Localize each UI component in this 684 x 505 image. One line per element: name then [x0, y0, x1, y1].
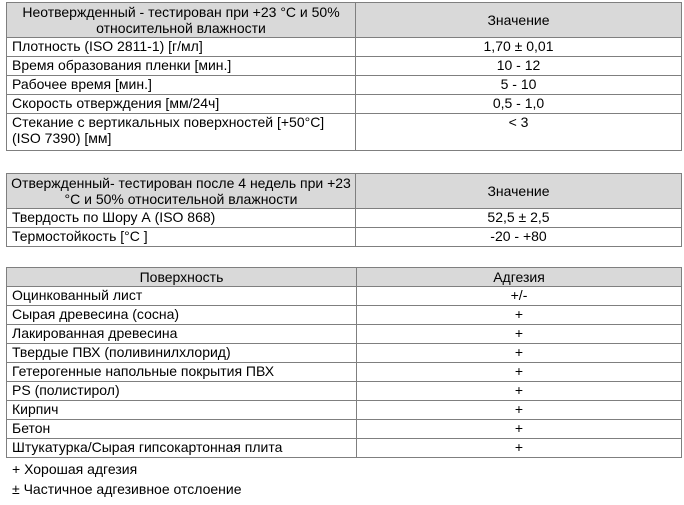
property-cell: Твердость по Шору А (ISO 868) [7, 209, 356, 228]
table-row [7, 114, 682, 151]
table-row [7, 76, 682, 95]
header-value-cell: Значение [356, 3, 682, 38]
table-row [7, 38, 682, 57]
adhesion-cell: + [357, 401, 682, 420]
value-cell: 1,70 ± 0,01 [356, 38, 682, 57]
value-cell: -20 - +80 [356, 228, 682, 247]
table-row [7, 344, 682, 363]
table-header-row [7, 268, 682, 287]
value-cell: 52,5 ± 2,5 [356, 209, 682, 228]
adhesion-table [6, 267, 682, 458]
property-cell: Время образования пленки [мин.] [7, 57, 356, 76]
value-cell: 0,5 - 1,0 [356, 95, 682, 114]
table-row [7, 363, 682, 382]
property-cell: Стекание с вертикальных поверхностей [+50°C] (ISO 7390) [мм] [7, 114, 356, 151]
uncured-properties-table [6, 2, 682, 151]
surface-cell: Оцинкованный лист [7, 287, 357, 306]
adhesion-cell: + [357, 306, 682, 325]
table-row [7, 439, 682, 458]
header-value-cell: Значение [356, 174, 682, 209]
legend-partial-adhesion: ± Частичное адгезивное отслоение [12, 481, 242, 497]
table-row [7, 325, 682, 344]
header-condition-cell: Отвержденный- тестирован после 4 недель при +23 °C и 50% относительной влажности [7, 174, 356, 209]
value-cell: 10 - 12 [356, 57, 682, 76]
legend-good-adhesion: + Хорошая адгезия [12, 461, 138, 477]
property-cell: Скорость отверждения [мм/24ч] [7, 95, 356, 114]
cured-properties-table [6, 173, 682, 247]
table-row [7, 306, 682, 325]
adhesion-cell: + [357, 325, 682, 344]
surface-cell: Твердые ПВХ (поливинилхлорид) [7, 344, 357, 363]
table-row [7, 57, 682, 76]
table-row [7, 95, 682, 114]
surface-cell: Штукатурка/Сырая гипсокартонная плита [7, 439, 357, 458]
surface-cell: PS (полистирол) [7, 382, 357, 401]
property-cell: Рабочее время [мин.] [7, 76, 356, 95]
surface-cell: Сырая древесина (сосна) [7, 306, 357, 325]
adhesion-cell: + [357, 420, 682, 439]
surface-cell: Кирпич [7, 401, 357, 420]
value-cell: 5 - 10 [356, 76, 682, 95]
surface-cell: Лакированная древесина [7, 325, 357, 344]
table-row [7, 401, 682, 420]
adhesion-cell: +/- [357, 287, 682, 306]
property-cell: Плотность (ISO 2811-1) [г/мл] [7, 38, 356, 57]
value-cell: < 3 [356, 114, 682, 151]
adhesion-cell: + [357, 382, 682, 401]
adhesion-cell: + [357, 439, 682, 458]
table-row [7, 228, 682, 247]
table-row [7, 420, 682, 439]
table-header-row [7, 174, 682, 209]
table-row [7, 382, 682, 401]
table-header-row [7, 3, 682, 38]
table-row [7, 287, 682, 306]
property-cell: Термостойкость [°C ] [7, 228, 356, 247]
header-surface-cell: Поверхность [7, 268, 357, 287]
surface-cell: Гетерогенные напольные покрытия ПВХ [7, 363, 357, 382]
header-adhesion-cell: Адгезия [357, 268, 682, 287]
header-condition-cell: Неотвержденный - тестирован при +23 °C и 50% относительной влажности [7, 3, 356, 38]
surface-cell: Бетон [7, 420, 357, 439]
table-row [7, 209, 682, 228]
adhesion-cell: + [357, 344, 682, 363]
adhesion-cell: + [357, 363, 682, 382]
